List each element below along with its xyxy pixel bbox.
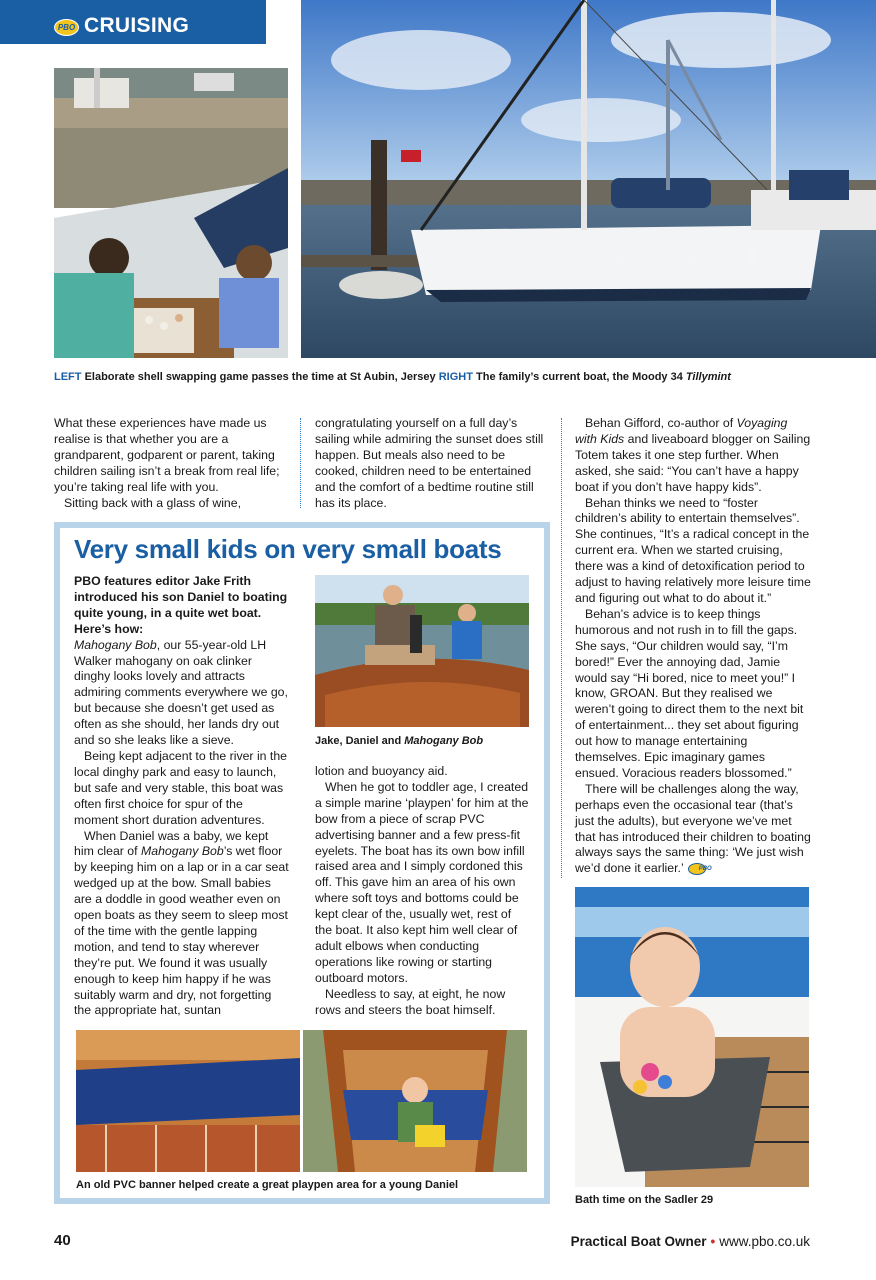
photo-pvc-banner [76,1030,300,1172]
col3-paragraph-4 [575,782,811,877]
pbo-logo-badge: PBO [54,19,79,36]
sidebar-standfirst: PBO features editor Jake Frith introduced his son Daniel to boating quite young, in a quite wet boat. Here’s how: [74,574,288,636]
photo-jake-daniel [315,575,529,727]
footer-masthead [571,1234,810,1249]
article-column-2 [315,416,551,511]
photo-bath-time [575,887,809,1187]
pvc-banner-illustration [76,1030,300,1172]
col3-paragraph-3: Behan’s advice is to keep things humorous and not rush in to fill the gaps. She says, “Our children would say, “I’m bored!” Ever the annoying dad, Jamie would say “Hi bored, nice to meet you!” I know, GROAN. But they realised we weren’t going to direct them to the next bit of entertainment... they set about figuring out how to manage entertaining themselves. Epic imaginary games ensued. Voracious readers blossomed.” [575,606,804,780]
col3-p1-pre: Behan Gifford, co-author of [585,416,737,430]
page-number: 40 [54,1232,71,1249]
jake-daniel-illustration [315,575,529,727]
magazine-name: Practical Boat Owner [570,1234,707,1249]
end-mark-badge: PBO [688,863,706,875]
photo-moody-34 [301,0,876,358]
bath-photo-caption: Bath time on the Sadler 29 [575,1194,714,1206]
jake-daniel-caption-boat: Mahogany Bob [404,735,484,747]
sidebar-c2-paragraph-2: When he got to toddler age, I created a simple marine ‘playpen’ for him at the bow from a piece of scrap PVC advertising banner and a few press-fit eyelets. The boat has its own bow infill raised area and I simply cordoned this off. This gave him an area of his own where soft toys and bottoms could be kept clear of the, usually wet, rest of the boat. It also kept him well clear of adult elbows when conducting operations like rowing or starting outboard motors. [315,779,529,985]
sidebar-c2-paragraph-1: lotion and buoyancy aid. [315,764,448,778]
sidebar-c1-p3-post: ’s wet floor by keeping him on a lap or in a car seat wedged up at the bow. Small babies are a doddle in good weather even on open boats as they seem to sleep most of the time with the gentle lapping motion, and tend to stay wherever they’re put. We found it was usually enough to keep him happy if he was suitably warm and dry, not forgetting the appropriate hat, suntan [74,844,289,1018]
jake-daniel-caption [315,734,529,748]
sidebar-c2-paragraph-3: Needless to say, at eight, he now rows and steers the boat himself. [315,986,506,1017]
boat-name-mahogany-bob: Mahogany Bob [140,844,224,859]
moody-34-illustration [301,0,876,358]
col1-paragraph-1: What these experiences have made us realise is that whether you are a grandparent, godparent or parent, taking children sailing isn’t a break from real life; you’re taking real life with you. [54,416,280,494]
sidebar-c1-paragraph-2: Being kept adjacent to the river in the local dinghy park and easy to launch, but safe and very stable, this boat was often first choice for spur of the moment short duration adventures. [74,748,288,827]
article-column-1 [54,416,290,511]
top-photo-caption [54,370,824,384]
jake-daniel-caption-pre: Jake, Daniel and [315,735,405,747]
column-divider-2 [561,418,562,878]
sidebar-column-2 [315,764,531,1019]
sidebar-column-1 [74,574,290,1019]
photo-daniel-playpen [303,1030,527,1172]
sidebar-title: Very small kids on very small boats [74,534,502,564]
footer-bullet: • [710,1234,716,1249]
playpen-caption: An old PVC banner helped create a great playpen area for a young Daniel [76,1179,459,1191]
daniel-playpen-illustration [303,1030,527,1172]
col3-book-title: Voyaging with Kids [575,416,788,446]
shell-game-illustration [54,68,288,358]
article-column-3 [575,416,811,877]
bath-time-illustration [575,887,809,1187]
sidebar-c1-p1-text: , our 55-year-old LH Walker mahogany on oak clinker dinghy looks lovely and attracts admiring comments everywhere we go, but because she doesn’t get used as often as she should, her lands dry out and so she leaks like a sieve. [74,637,288,748]
caption-right-text: The family’s current boat, the Moody 34 [476,371,683,383]
col3-paragraph-1 [575,416,811,496]
col1-paragraph-2: Sitting back with a glass of wine, [64,495,242,510]
sidebar-c1-paragraph-3 [74,829,290,1020]
caption-left-label: LEFT [54,371,82,383]
section-title: CRUISING [84,14,190,37]
photo-shell-game [54,68,288,358]
column-divider-1 [300,418,301,508]
sidebar-c1-paragraph-1 [74,638,290,749]
footer-url-link[interactable]: www.pbo.co.uk [719,1234,810,1249]
caption-boat-name: Tillymint [685,371,731,383]
col3-p1-post: and liveaboard blogger on Sailing Totem takes it one step further. When asked, she said: “You can’t have a happy boat if you don’t have happy kids”. [575,431,811,494]
boat-name-mahogany-bob: Mahogany Bob [74,637,157,652]
sidebar-c1-p3-pre: When Daniel was a baby, we kept him clear of [74,828,269,859]
col3-paragraph-2: Behan thinks we need to “foster children’s ability to entertain themselves”. She continues, “It’s a radical concept in the current era. When we started cruising, there was a kind of detoxification period to adjust to having relatively more leisure time and figuring out what to do about it.” [575,495,811,605]
col2-paragraph-1: congratulating yourself on a full day’s sailing while admiring the sunset does still happen. But meals also need to be cooked, children need to be entertained and the comfort of a bedtime routine still has its place. [315,416,544,510]
col3-p4-text: There will be challenges along the way, perhaps even the occasional tear (that’s just the adults), but everyone we’ve met that has introduced their children to boating always says the same thing: ‘We just wish we’d done it earlier.’ [575,781,811,876]
caption-left-text: Elaborate shell swapping game passes the time at St Aubin, Jersey [84,371,436,383]
caption-right-label: RIGHT [438,371,473,383]
